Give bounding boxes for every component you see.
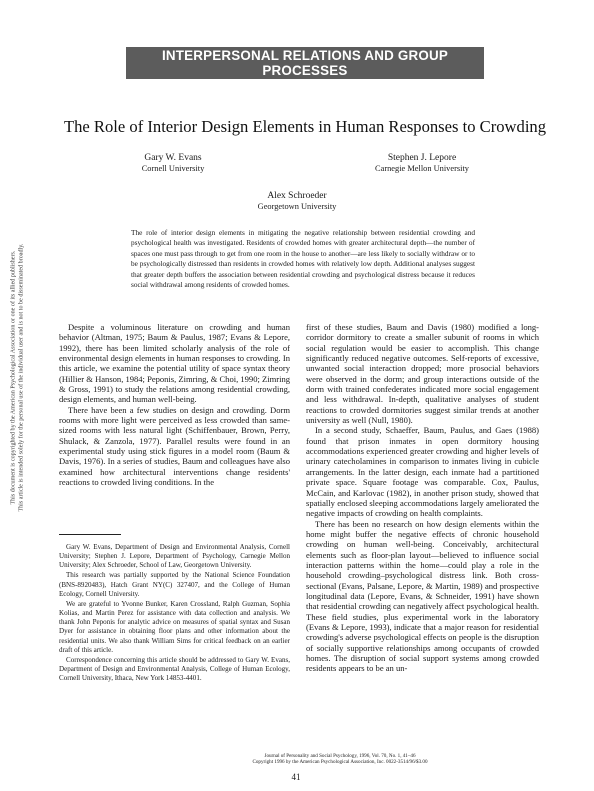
author-3-affiliation: Georgetown University (257, 201, 337, 211)
footnote-affiliations: Gary W. Evans, Department of Design and Environmental Analysis, Cornell University; Stephen J. Lepore, Department of Psychology, Carnegie Mellon University; Alex Schroeder, School of Law, Georgetown University. (59, 543, 290, 570)
footnote-acknowledgments: We are grateful to Yvonne Bunker, Karen Crossland, Ralph Guzman, Sophia Kolias, and Martin Perez for assistance with data collection and analysis. We thank John Peponis for analytic advice on measures of spatial syntax and Susan Dyer for assistance in obtaining floor plans and other information about the residential units. We also thank William Sims for critical feedback on an earlier draft of this article. (59, 599, 290, 654)
author-1-name: Gary W. Evans (144, 153, 202, 163)
left-column (59, 322, 290, 488)
footnotes (59, 543, 290, 684)
footnote-correspondence: Correspondence concerning this article should be addressed to Gary W. Evans, Department of Design and Environmental Analysis, College of Human Ecology, Cornell University, Ithaca, New York 14853-4401. (59, 655, 290, 683)
author-1-affiliation: Cornell University (141, 163, 205, 173)
copyright-line: Copyright 1996 by the American Psychological Association, Inc. 0022-3514/96/$3.00 (252, 759, 428, 766)
author-2-affiliation: Carnegie Mellon University (375, 163, 469, 173)
copyright-side-notice (10, 188, 25, 568)
copyright-notice-line-2: This article is intended solely for the personal use of the individual user and is not to be disseminated broadly. (18, 243, 24, 512)
author-1 (103, 153, 243, 174)
copyright-notice-line-1: This document is copyrighted by the American Psychological Association or one of its allied publishers. (10, 250, 17, 505)
right-column (306, 322, 539, 674)
abstract: The role of interior design elements in mitigating the negative relationship between residential crowding and psychological health was investigated. Residents of crowded homes with greater architectural depth—the number of spaces one must pass through to get from one room in the house to another—are less likely to socially withdraw or to be psychologically distressed than residents in crowded homes with relatively low depth. Additional analyses suggest that greater depth buffers the association between residential crowding and psychological distress because it reduces social withdrawal among residents of crowded homes. (131, 228, 475, 290)
author-3 (227, 191, 367, 212)
author-2-name: Stephen J. Lepore (387, 153, 457, 163)
footnote-rule (59, 534, 121, 535)
article-title: The Role of Interior Design Elements in Human Responses to Crowding (63, 117, 547, 136)
journal-footer (180, 753, 500, 765)
body-paragraph: first of these studies, Baum and Davis (1980) modified a long-corridor dormitory to create a smaller subunit of rooms in which social regulation would be easier to accomplish. This change significantly reduced negative outcomes. Self-reports of excessive, unwanted social interaction dropped; more prosocial behaviors were observed in the dorm; and group interactions outside of the dorm with trained confederates indicated more social engagement and less withdrawal. In-depth, qualitative analyses of student reactions to crowded dormitories suggest similar trends at another university as well (Null, 1980). (306, 322, 539, 426)
body-paragraph: There have been a few studies on design and crowding. Dorm rooms with more light were perceived as less crowded than same-sized rooms with less natural light (Schiffenbauer, Brown, Perry, Shulack, & Zanzola, 1977). Parallel results were found in an experimental study using stick figures in a model room (Baum & Davis, 1976). In a series of studies, Baum and colleagues have also examined how architectural interventions change residents' reactions to crowded living conditions. In the (59, 404, 290, 488)
section-banner-line-1: INTERPERSONAL RELATIONS AND GROUP (161, 48, 449, 63)
section-banner-line-2: PROCESSES (262, 62, 348, 78)
author-3-name: Alex Schroeder (267, 191, 327, 201)
body-paragraph: In a second study, Schaeffer, Baum, Paulus, and Gaes (1988) found that prison inmates in open dormitory housing accommodations experienced greater crowding and higher levels of urinary catecholamines in comparison to inmates living in cubicle arrangements. In the latter design, each inmate had a partitioned private space. Square footage was comparable. Cox, Paulus, McCain, and Karlovac (1982), in another prison study, showed that spatially enclosed sleeping accommodations largely ameliorated the negative impacts of crowding on health complaints. (306, 425, 539, 519)
section-banner (126, 47, 484, 79)
footnote-funding: This research was partially supported by the National Science Foundation (BNS-8920483), Hatch Grant NY(C) 327407, and the College of Human Ecology, Cornell University. (59, 571, 290, 598)
body-paragraph: There has been no research on how design elements within the home might buffer the negative effects of chronic household crowding on human well-being. Conceivably, architectural elements such as floor-plan layout—believed to influence social interaction patterns within the home—could play a role in the household crowding–psychological distress link. Both cross-sectional (Evans, Palsane, Lepore, & Martin, 1989) and prospective longitudinal data (Lepore, Evans, & Schneider, 1991) have shown that residential crowding can negatively affect psychological health. These field studies, plus experimental work in the laboratory (Evans & Lepore, 1993), indicate that a major reason for residential crowding's adverse psychological effects on people is the disruption of socially supportive relationships among occupants of crowded homes. The disruption of social support systems among crowded residents appears to be an un- (306, 518, 539, 674)
page-number: 41 (291, 772, 301, 782)
body-paragraph: Despite a voluminous literature on crowding and human behavior (Altman, 1975; Baum & Paulus, 1987; Evans & Lepore, 1992), there has been limited scholarly analysis of the role of environmental design elements in human responses to crowding. In this article, we examine the potential utility of space syntax theory (Hillier & Hanson, 1984; Peponis, Zimring, & Choi, 1990; Zimring & Gross, 1991) to study the relations among residential crowding, design elements, and human well-being. (59, 322, 290, 405)
journal-citation: Journal of Personality and Social Psychology, 1996, Vol. 70, No. 1, 41–46 (264, 753, 416, 759)
author-2 (352, 153, 492, 174)
